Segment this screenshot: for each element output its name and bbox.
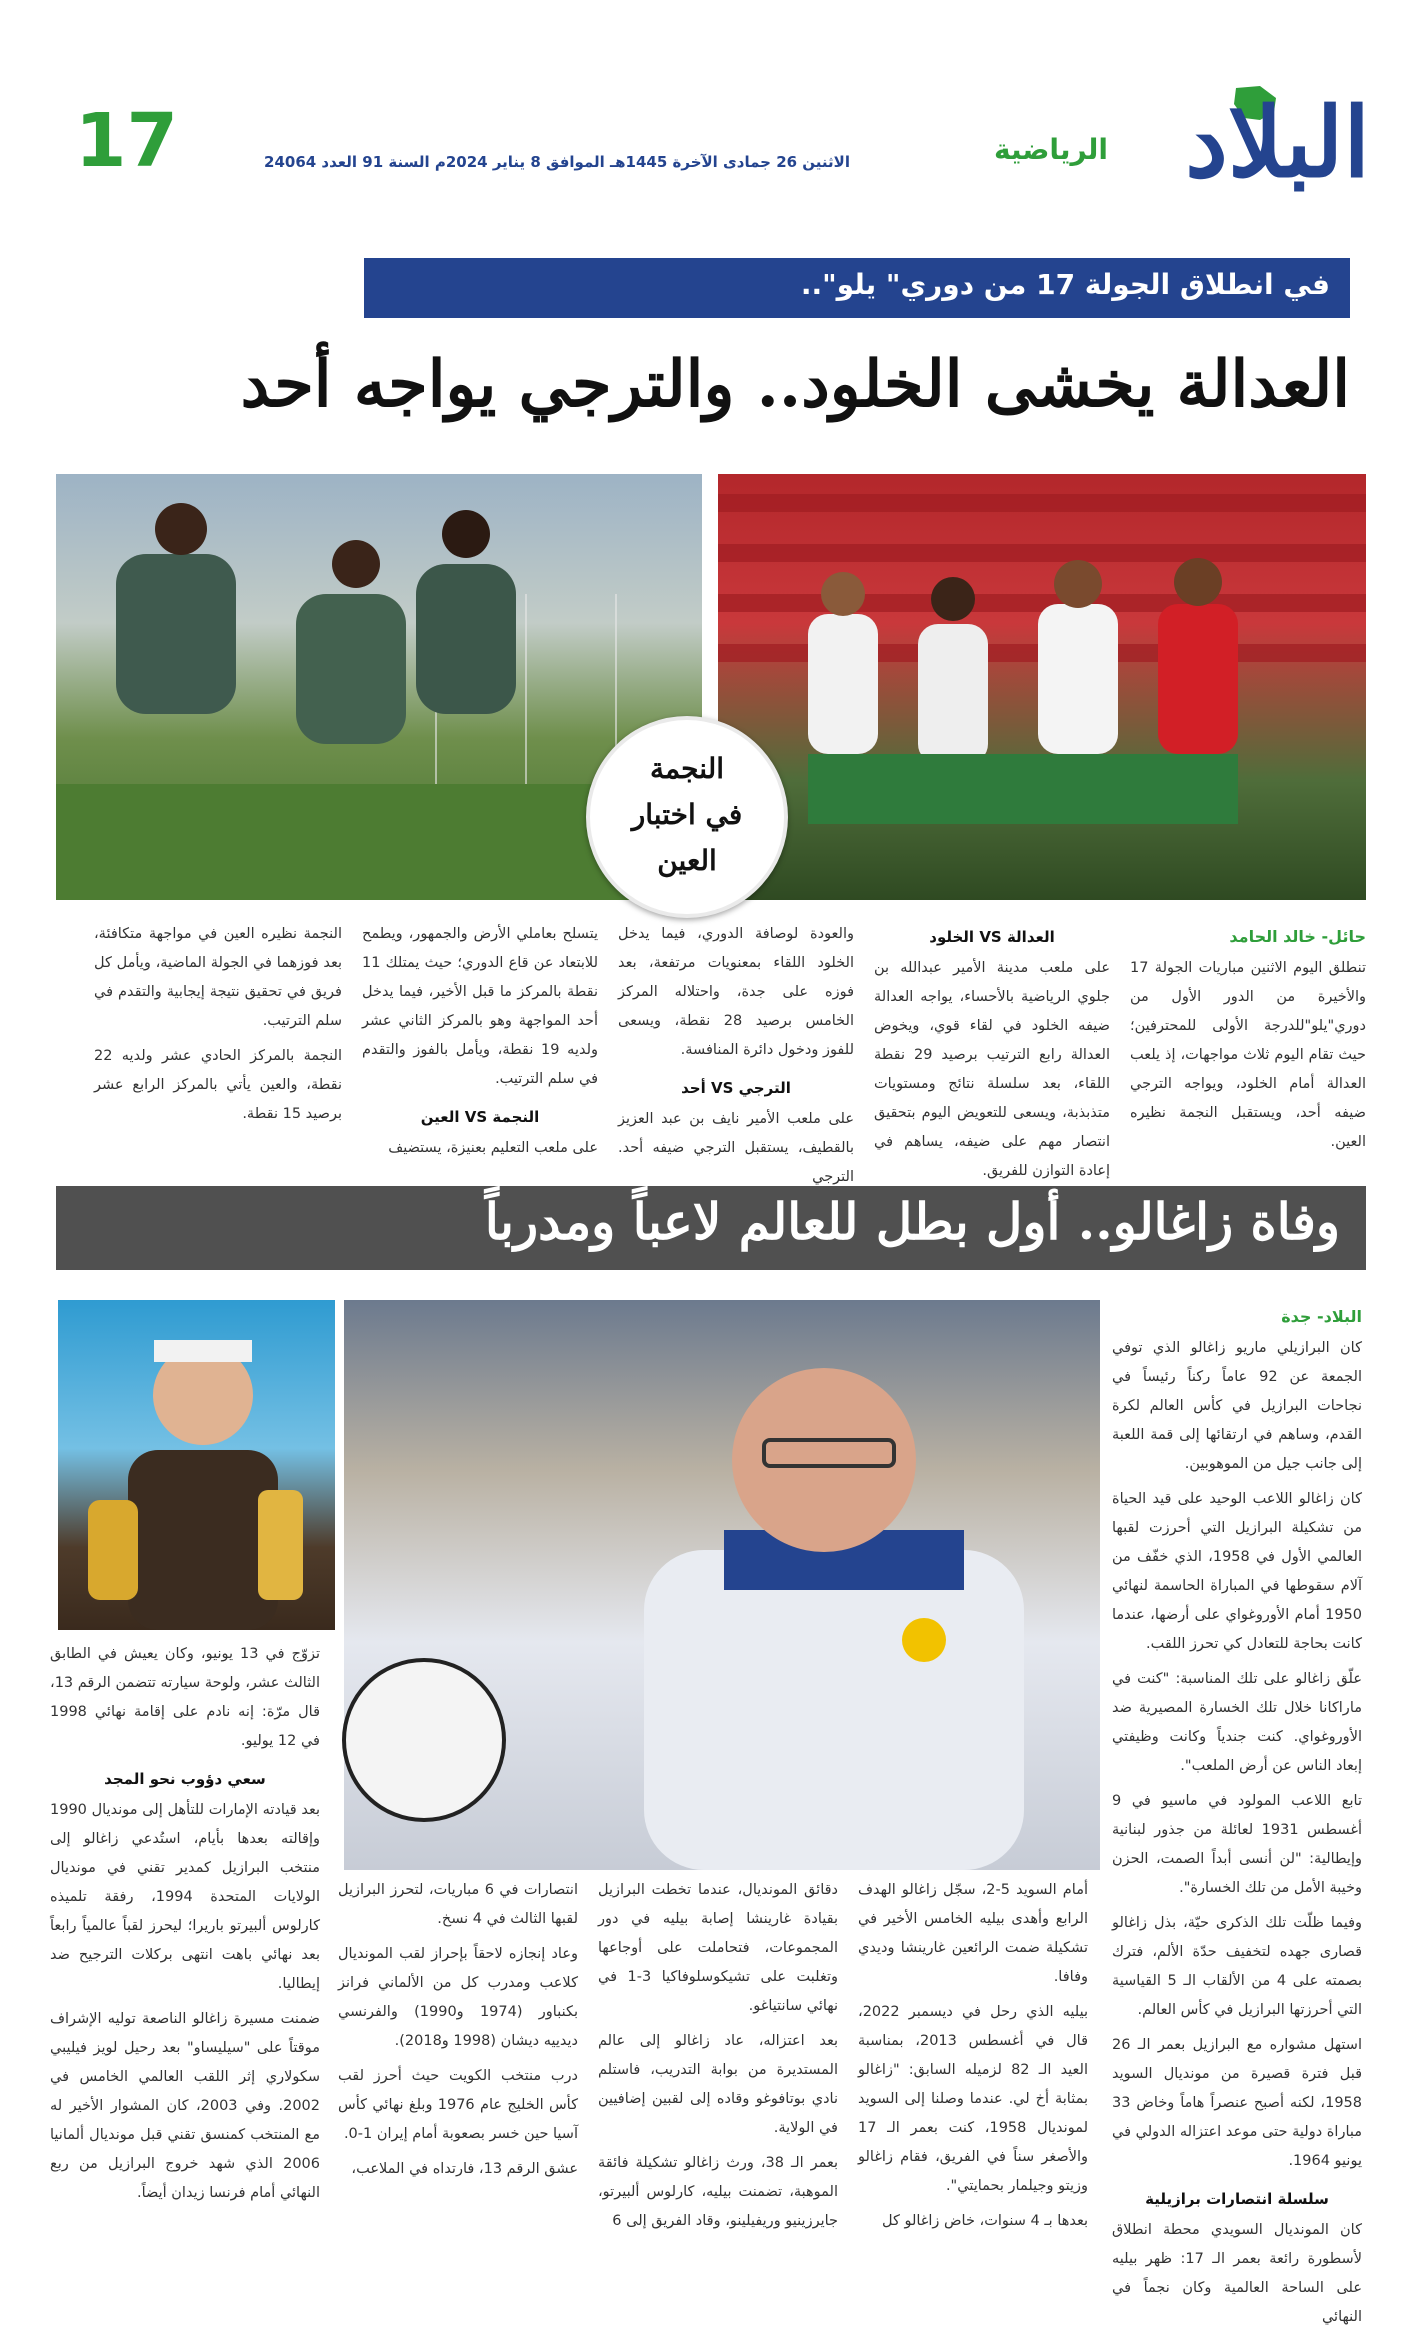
story1-column-5 <box>94 920 342 1135</box>
story2-paragraph: أمام السويد 5-2، سجّل زاغالو الهدف الرابع وأهدى بيليه الخامس الأخير في تشكيلة ضمت الرائعين غارينشا وديدي وفافا. <box>858 1882 1088 1985</box>
story2-paragraph: ضمنت مسيرة زاغالو الناصعة توليه الإشراف موقتاً على "سيليساو" بعد رحيل لويز فيليبي سكولاري إثر اللقب العالمي الخامس في 2002. وفي 2003، كان المشوار الأخير له مع المنتخب كمنسق تقني قبل مونديال ألمانيا 2006 الذي شهد خروج البرازيل من ربع النهائي أمام فرنسا زيدان أيضاً. <box>50 2011 320 2201</box>
story2-column-1 <box>1112 1300 1362 2338</box>
story2-headline: وفاة زاغالو.. أول بطل للعالم لاعباً ومدرباً <box>484 1192 1340 1251</box>
story2-paragraph: درب منتخب الكويت حيث أحرز لقب كأس الخليج عام 1976 وبلغ نهائي كأس آسيا حين خسر بصعوبة أمام إيران 1-0. <box>338 2068 578 2142</box>
subhead-najma-ain: النجمة VS العين <box>420 1108 540 1126</box>
story2-column-5 <box>50 1640 320 2214</box>
story2-paragraph: انتصارات في 6 مباريات، لتحرز البرازيل لقبها الثالث في 4 نسخ. <box>338 1882 578 1927</box>
badge-line-1: النجمة <box>649 752 725 785</box>
story2-headline-banner[interactable] <box>56 1186 1366 1270</box>
story2-paragraph: وعاد إنجازه لاحقاً بإحراز لقب المونديال كلاعب ومدرب كل من الألماني فرانز بكنباور (1974 و1990) والفرنسي ديدييه ديشان (1998 و2018). <box>338 1946 578 2049</box>
story2-paragraph: بعد قيادته الإمارات للتأهل إلى مونديال 1990 وإقالته بعدها بأيام، استُدعي زاغالو إلى منتخب البرازيل كمدير تقني في مونديال الولايات المتحدة 1994، رفقة تلميذه كارلوس ألبيرتو باريرا؛ ليحرز لقباً عالمياً رابعاً بعد نهائي باهت انتهى بركلات الترجيح ضد إيطاليا. <box>50 1802 320 1992</box>
story1-paragraph: والعودة لوصافة الدوري، فيما يدخل الخلود اللقاء بمعنويات مرتفعة، بعد فوزه على جدة، واحتلاله المركز الخامس برصيد 28 نقطة، ويسعى للفوز ودخول دائرة المنافسة. <box>618 926 854 1058</box>
story2-paragraph: بعمر الـ 38، ورث زاغالو تشكيلة فائقة الموهبة، تضمنت بيليه، كارلوس ألبيرتو، جايرزينيو وريفيلينو، وقاد الفريق إلى 6 <box>598 2155 839 2229</box>
subhead-glory: سعي دؤوب نحو المجد <box>104 1770 266 1788</box>
adalah-team-photo <box>718 474 1366 900</box>
story1-column-4 <box>362 920 598 1169</box>
story2-paragraph: استهل مشواره مع البرازيل بعمر الـ 26 قبل فترة قصيرة من مونديال السويد 1958، لكنه أصبح عنصراً هاماً وخاض 33 مباراة دولية حتى موعد اعتزاله الدولي في يونيو 1964. <box>1112 2037 1362 2169</box>
story2-column-2 <box>858 1876 1088 2242</box>
story1-paragraph: على ملعب الأمير نايف بن عبد العزيز بالقطيف، يستقبل الترجي ضيفه أحد. الترجي <box>618 1111 854 1185</box>
story1-column-1 <box>1130 920 1366 1163</box>
story1-paragraph: على ملعب مدينة الأمير عبدالله بن جلوي الرياضية بالأحساء، يواجه العدالة ضيفه الخلود في لقاء قوي، ويخوض العدالة رابع الترتيب برصيد 29 نقطة اللقاء، بعد سلسلة نتائج ومستويات متذبذبة، ويسعى للتعويض اليوم بتحقيق انتصار مهم على ضيفه، يساهم في إعادة التوازن للفريق. <box>874 960 1110 1179</box>
section-name: الرياضية <box>993 133 1108 166</box>
story1-paragraph: يتسلح بعاملي الأرض والجمهور، ويطمح للابتعاد عن قاع الدوري؛ حيث يمتلك 11 نقطة بالمركز ما قبل الأخير، فيما يدخل أحد المواجهة وهو بالمركز الثاني عشر ولديه 19 نقطة، ويأمل بالفوز والتقدم في سلم الترتيب. <box>362 926 599 1087</box>
page-number: 17 <box>75 98 178 184</box>
story2-paragraph: كان المونديال السويدي محطة انطلاق لأسطورة رائعة بعمر الـ 17: ظهر بيليه على الساحة العالمية وكان نجماً في النهائي <box>1112 2222 1362 2325</box>
story2-paragraph: تابع اللاعب المولود في ماسيو في 9 أغسطس 1931 لعائلة من جذور لبنانية وإيطالية: "لن أنسى أبداً الصمت، الحزن وخيبة الأمل من تلك الخسارة". <box>1112 1793 1362 1896</box>
story2-paragraph: علّق زاغالو على تلك المناسبة: "كنت في ماراكانا خلال تلك الخسارة المصيرية ضد الأوروغواي. كنت جندياً وكانت وظيفتي إبعاد الناس عن أرض الملعب". <box>1112 1671 1362 1774</box>
story1-column-3 <box>618 920 854 1198</box>
story2-paragraph: وفيما ظلّت تلك الذكرى حيّة، بذل زاغالو قصارى جهده لتخفيف حدّة الألم، فترك بصمته على 4 من الألقاب الـ 5 القياسية التي أحرزتها البرازيل في كأس العالم. <box>1112 1915 1362 2018</box>
najma-badge <box>586 716 788 918</box>
story2-paragraph: تزوّج في 13 يونيو، وكان يعيش في الطابق الثالث عشر، ولوحة سيارته تتضمن الرقم 13، قال مرّة: إنه نادم على إقامة نهائي 1998 في 12 يوليو. <box>50 1646 320 1749</box>
story1-byline: حائل- خالد الحامد <box>1229 927 1366 946</box>
newspaper-logo[interactable] <box>1130 88 1370 198</box>
story2-byline: البلاد- جدة <box>1281 1307 1362 1326</box>
story2-paragraph: بعدها بـ 4 سنوات، خاض زاغالو كل <box>881 2213 1088 2229</box>
story2-column-4 <box>338 1876 578 2190</box>
story2-paragraph: كان زاغالو اللاعب الوحيد على قيد الحياة من تشكيلة البرازيل التي أحرزت لقبها العالمي الأول في 1958، الذي خفّف من آلام سقوطها في المباراة الحاسمة لنهائي 1950 أمام الأوروغواي على أرضها، عندما كانت بحاجة للتعادل كي تحرز اللقب. <box>1112 1491 1362 1652</box>
masthead <box>50 78 1370 208</box>
subhead-tarji-ohod: الترجي VS أحد <box>681 1079 791 1097</box>
story2-column-3 <box>598 1876 838 2242</box>
zagallo-coach-photo <box>344 1300 1100 1870</box>
story2-paragraph: عشق الرقم 13، فارتداه في الملاعب، <box>351 2161 578 2177</box>
subhead-adalah-khulood: العدالة VS الخلود <box>929 928 1055 946</box>
story2-paragraph: دقائق المونديال، عندما تخطت البرازيل بقيادة غارينشا إصابة بيليه في دور المجموعات، فتحاملت على أوجاعها وتغلبت على تشيكوسلوفاكيا 3-1 في نهائي سانتياغو. <box>598 1882 838 2014</box>
story2-paragraph: كان البرازيلي ماريو زاغالو الذي توفي الجمعة عن 92 عاماً ركناً رئيساً في نجاحات البرازيل في كأس العالم لكرة القدم، وساهم في ارتقائها إلى قمة اللعبة إلى جانب جيل من الموهوبين. <box>1112 1340 1362 1472</box>
story1-paragraph: النجمة بالمركز الحادي عشر ولديه 22 نقطة، والعين يأتي بالمركز الرابع عشر برصيد 15 نقطة. <box>94 1048 342 1122</box>
story2-paragraph: بيليه الذي رحل في ديسمبر 2022، قال في أغسطس 2013، بمناسبة العيد الـ 82 لزميله السابق: "زاغالو بمثابة أخ لي. عندما وصلنا إلى السويد لمونديال 1958، كنت بعمر الـ 17 والأصغر سناً في الفريق، فقام زاغالو وزيتو وجيلمار بحمايتي". <box>858 2004 1088 2194</box>
badge-line-3: العين <box>657 844 717 877</box>
story2-paragraph: بعد اعتزاله، عاد زاغالو إلى عالم المستديرة من بوابة التدريب، فاستلم نادي بوتافوغو وقاده إلى لقبين إضافيين في الولاية. <box>598 2033 838 2136</box>
story1-paragraph: النجمة نظيره العين في مواجهة متكافئة، بعد فوزهما في الجولة الماضية، ويأمل كل فريق في تحقيق نتيجة إيجابية والتقدم في سلم الترتيب. <box>94 926 342 1029</box>
issue-date-line: الاثنين 26 جمادى الآخرة 1445هـ الموافق 8 يناير 2024م السنة 91 العدد 24064 <box>264 153 850 171</box>
story1-kicker: في انطلاق الجولة 17 من دوري" يلو".. <box>364 258 1350 318</box>
logo-text: البلاد <box>1185 86 1370 199</box>
zagallo-trophies-photo <box>58 1300 335 1630</box>
story1-paragraph: تنطلق اليوم الاثنين مباريات الجولة 17 والأخيرة من الدور الأول من دوري"يلو"للدرجة الأولى للمحترفين؛ حيث تقام اليوم ثلاث مواجهات، إذ يلعب العدالة أمام الخلود، ويواجه الترجي ضيفه أحد، ويستقبل النجمة نظيره العين. <box>1130 960 1366 1150</box>
story1-headline[interactable]: العدالة يخشى الخلود.. والترجي يواجه أحد <box>240 347 1350 422</box>
story1-column-2 <box>874 920 1110 1192</box>
badge-line-2: في اختبار <box>631 798 743 831</box>
subhead-brazil-series: سلسلة انتصارات برازيلية <box>1145 2190 1329 2208</box>
story1-paragraph: على ملعب التعليم بعنيزة، يستضيف <box>388 1140 598 1156</box>
